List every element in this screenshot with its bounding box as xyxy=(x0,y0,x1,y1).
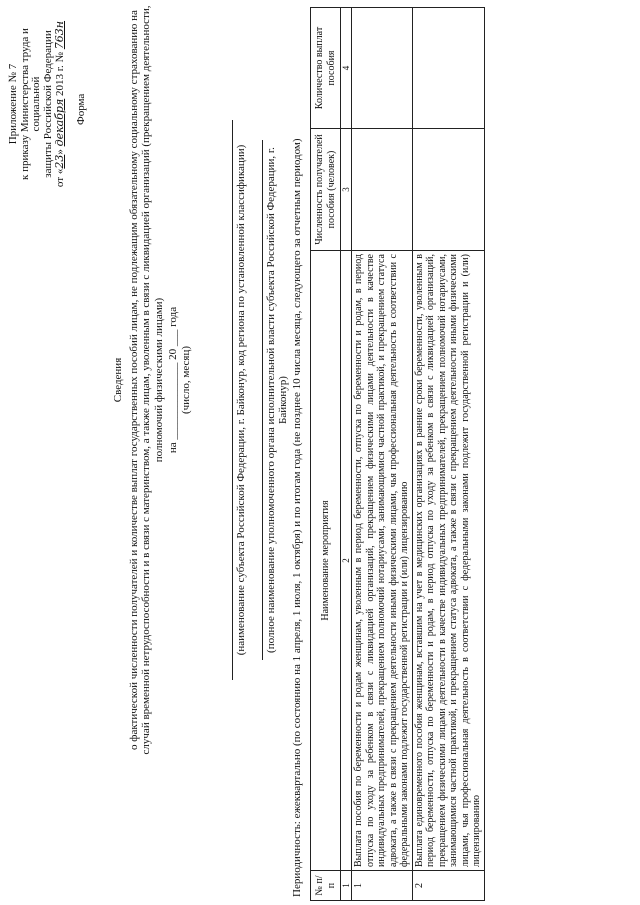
column-number: 1 xyxy=(341,871,352,901)
table-column-numbers-row xyxy=(341,8,352,901)
appendix-number: Приложение № 7 xyxy=(7,63,19,145)
title-text: о фактической численности получателей и количестве выплат государственных пособий лицам, не подлежащим обязательному социальному страхованию на случай временной нетрудоспособности и в связи с материнством, а также лицам, уволенным в связи с ликвидацией организаций (прекращением деятельности, полномочий физическими лицами) xyxy=(127,5,165,755)
appendix-order-line: к приказу Министерства труда и социальной xyxy=(18,28,42,180)
periodicity-text: Периодичность: ежеквартально (по состоянию на 1 апреля, 1 июля, 1 октября) и по итогам года (не позднее 10 числа месяца, следующего за отчетным периодом) xyxy=(291,138,303,897)
title-heading: Сведения xyxy=(112,357,124,403)
column-number: 2 xyxy=(341,251,352,871)
order-number: 763н xyxy=(53,20,66,50)
column-number: 3 xyxy=(341,129,352,251)
header-no: № п/п xyxy=(311,871,341,901)
row-recipients xyxy=(352,129,413,251)
table-row xyxy=(412,8,484,901)
row-number: 2 xyxy=(412,871,484,901)
row-payments xyxy=(352,8,413,129)
authority-caption: (полное наименование уполномоченного органа исполнительной власти субъекта Российской Федерации, г. Байконур) xyxy=(262,140,289,660)
subject-caption: (наименование субъекта Российской Федерации, г. Байконур, код региона по установленной классификации) xyxy=(232,120,247,680)
row-measure-name: Выплата единовременного пособия женщинам, вставшим на учет в медицинских организациях в ранние сроки беременности, уволенным в период беременности, отпуска по беременности и родам, в период отпуска по уходу за ребенком в связи с ликвидацией организаций, прекращением физическими лицами деятельности в качестве индивидуальных предпринимателей, прекращением полномочий нотариусами, занимающимися частной практикой, и прекращением статуса адвоката, а также в связи с прекращением деятельности иными физическими лицами, чья профессиональная деятельность в соответствии с федеральными законами подлежит государственной регистрации и (или) лицензированию xyxy=(412,251,484,871)
column-number: 4 xyxy=(341,8,352,129)
data-table xyxy=(310,7,485,901)
report-date-line: на ______________ 20 ___ года xyxy=(167,306,179,454)
order-day: 23 xyxy=(53,154,66,169)
header-recipients: Численность получателей пособия (человек) xyxy=(311,129,341,251)
row-measure-name: Выплата пособия по беременности и родам женщинам, уволенным в период беременности, отпуска по беременности и родам, в период отпуска по уходу за ребенком в связи с ликвидацией организаций, прекращением физическими лицами деятельности в качестве индивидуальных предпринимателей, прекращением полномочий нотариусами, занимающимися частной практикой, и прекращением статуса адвоката, а также в связи с прекращением деятельности иными физическими лицами, чья профессиональная деятельность в соответствии с федеральными законами подлежит государственной регистрации и (или) лицензированию xyxy=(352,251,413,871)
form-label: Форма xyxy=(75,93,87,125)
table-header-row xyxy=(311,8,341,901)
appendix-block xyxy=(8,9,67,199)
document-title xyxy=(112,5,192,755)
header-name: Наименование мероприятия xyxy=(311,251,341,871)
row-payments xyxy=(412,8,484,129)
row-number: 1 xyxy=(352,871,413,901)
appendix-ministry-line: защиты Российской Федерации xyxy=(41,30,54,178)
table-row xyxy=(352,8,413,901)
row-recipients xyxy=(412,129,484,251)
report-date-caption: (число, месяц) xyxy=(179,345,192,415)
appendix-date-line: от «23» декабря 2013 г. № 763н xyxy=(53,20,66,188)
order-month: декабря xyxy=(53,98,66,147)
header-payments: Количество выплат пособия xyxy=(311,8,341,129)
